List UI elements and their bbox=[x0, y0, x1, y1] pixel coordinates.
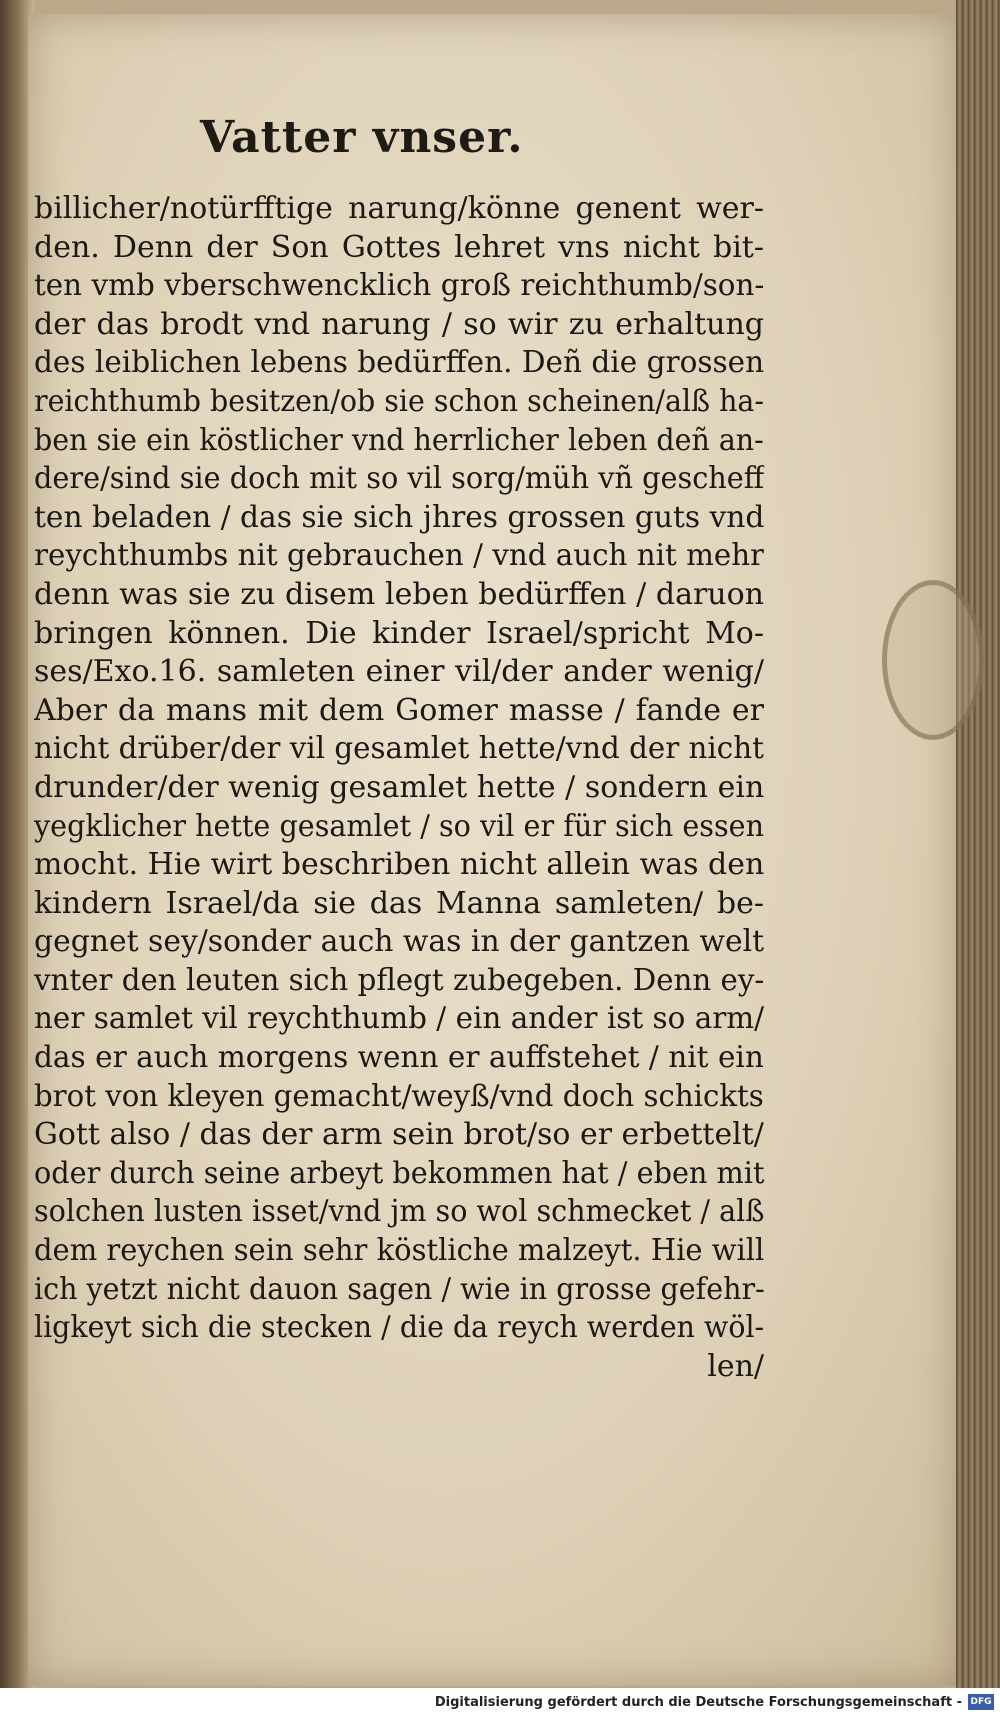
digitization-footer bbox=[0, 1688, 1000, 1714]
text-line: den. Denn der Son Gottes lehret vns nicht bit- bbox=[34, 229, 764, 265]
text-line: solchen lusten isset/vnd jm so wol schmecket / alß bbox=[34, 1194, 764, 1230]
text-line: dem reychen sein sehr köstliche malzeyt. Hie will bbox=[34, 1233, 765, 1269]
dfg-logo: DFG bbox=[968, 1694, 994, 1710]
text-line: ten beladen / das sie sich jhres grossen guts vnd bbox=[34, 499, 765, 535]
text-line: nicht drüber/der vil gesamlet hette/vnd der nicht bbox=[34, 731, 764, 767]
text-line: ben sie ein köstlicher vnd herrlicher leben deñ an- bbox=[34, 422, 764, 458]
text-line: ses/Exo.16. samleten einer vil/der ander wenig/ bbox=[34, 654, 764, 690]
text-line: Gott also / das der arm sein brot/so er erbettelt/ bbox=[34, 1117, 764, 1153]
text-line: denn was sie zu disem leben bedürffen / daruon bbox=[34, 576, 764, 612]
text-line: reichthumb besitzen/ob sie schon scheinen/alß ha- bbox=[34, 383, 764, 419]
text-line: brot von kleyen gemacht/weyß/vnd doch schickts bbox=[34, 1078, 764, 1114]
text-line: len/ bbox=[707, 1348, 764, 1384]
text-line: das er auch morgens wenn er auffstehet / nit ein bbox=[34, 1040, 764, 1076]
footer-credit: Digitalisierung gefördert durch die Deutsche Forschungsgemeinschaft - bbox=[434, 1695, 962, 1710]
text-line: billicher/notürfftige narung/könne genent wer- bbox=[34, 191, 764, 226]
text-line: ich yetzt nicht dauon sagen / wie in grosse gefehr- bbox=[34, 1271, 765, 1307]
text-line: ten vmb vberschwencklich groß reichthumb/son- bbox=[34, 268, 765, 304]
text-line: ner samlet vil reychthumb / ein ander ist so arm/ bbox=[34, 1001, 765, 1037]
body-text bbox=[34, 190, 764, 1386]
text-line: oder durch seine arbeyt bekommen hat / eben mit bbox=[34, 1155, 765, 1191]
running-head: Vatter vnser. bbox=[200, 112, 524, 163]
text-line: Aber da mans mit dem Gomer masse / fande er bbox=[34, 692, 764, 728]
text-line: der das brodt vnd narung / so wir zu erhaltung bbox=[34, 306, 764, 342]
text-line: vnter den leuten sich pflegt zubegeben. Denn ey- bbox=[34, 962, 765, 998]
text-line: dere/sind sie doch mit so vil sorg/müh vñ gescheff bbox=[34, 461, 765, 497]
text-line: reychthumbs nit gebrauchen / vnd auch nit mehr bbox=[34, 538, 764, 574]
page-edges bbox=[956, 0, 1000, 1714]
text-line: yegklicher hette gesamlet / so vil er für sich essen bbox=[34, 808, 764, 844]
clasp-ring bbox=[882, 580, 984, 740]
text-line: bringen können. Die kinder Israel/spricht Mo- bbox=[34, 615, 764, 651]
text-line: drunder/der wenig gesamlet hette / sondern ein bbox=[34, 769, 765, 805]
text-line: ligkeyt sich die stecken / die da reych werden wöl- bbox=[34, 1310, 765, 1346]
text-line: des leiblichen lebens bedürffen. Deñ die grossen bbox=[34, 345, 765, 381]
text-line: mocht. Hie wirt beschriben nicht allein was den bbox=[34, 847, 765, 883]
text-line: gegnet sey/sonder auch was in der gantzen welt bbox=[34, 924, 764, 960]
text-line: kindern Israel/da sie das Manna samleten/ be- bbox=[34, 885, 764, 921]
